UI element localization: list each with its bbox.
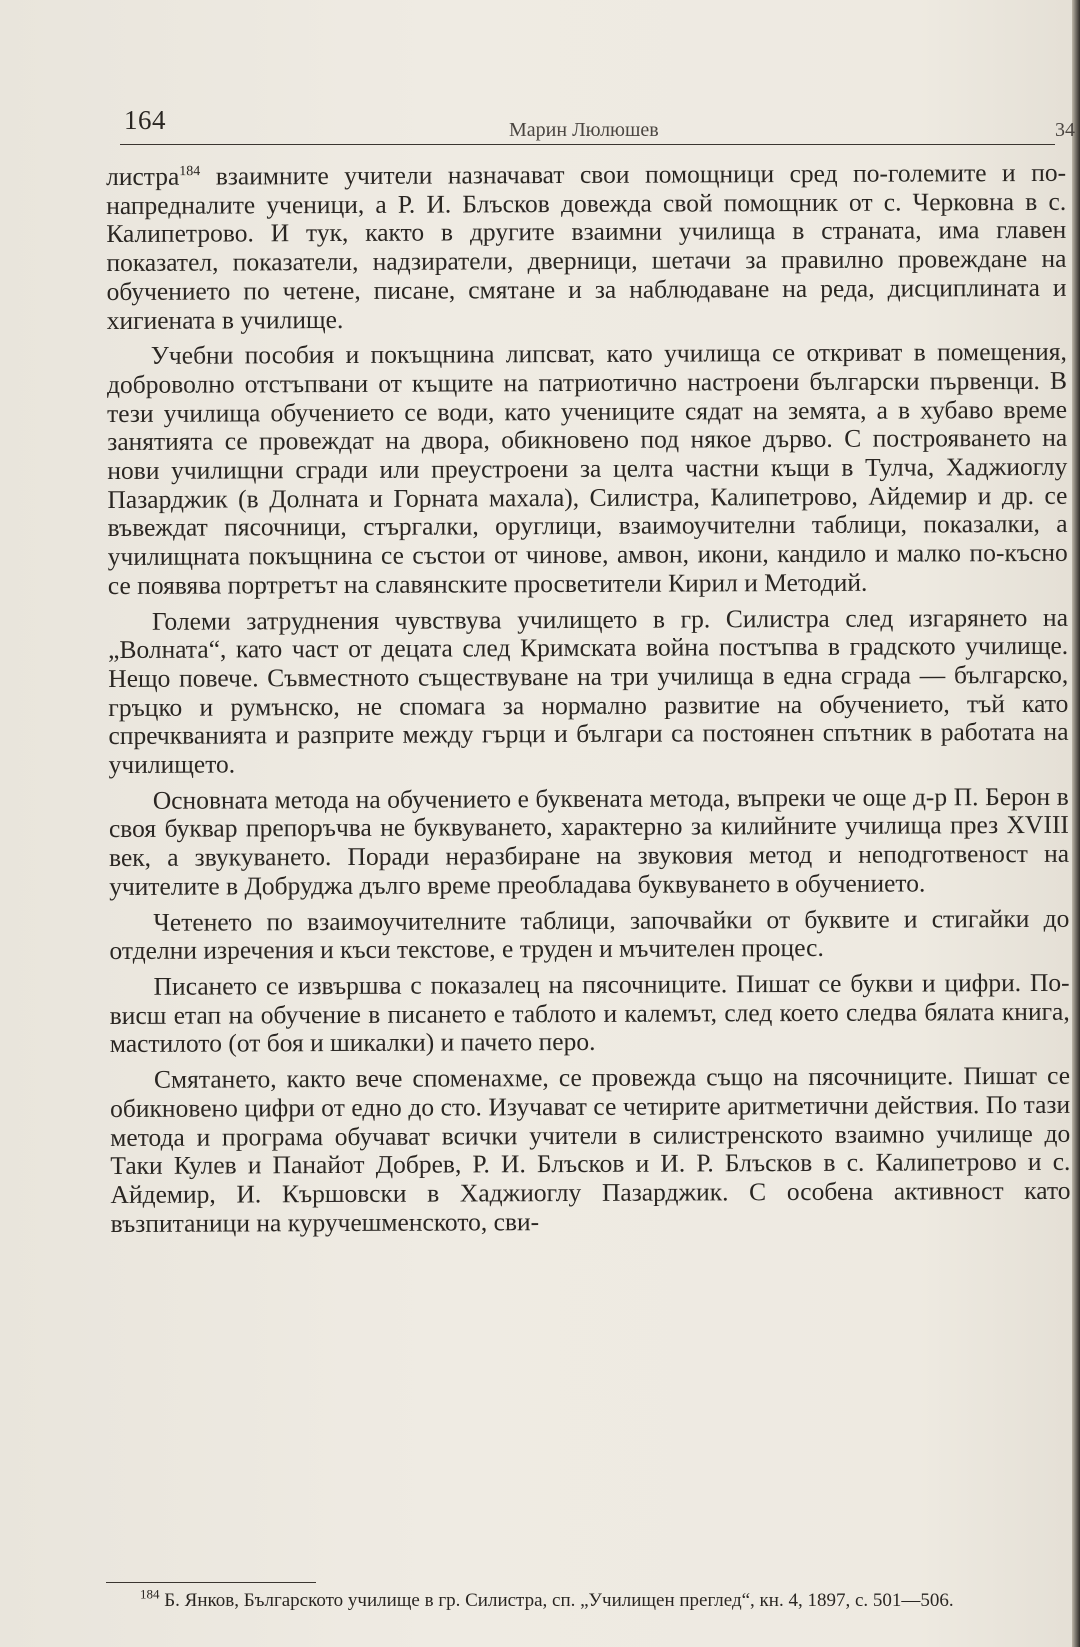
paragraph-1	[106, 159, 1067, 335]
page-number: 164	[124, 105, 166, 135]
header-rule	[120, 144, 1055, 145]
main-text	[106, 159, 1071, 1245]
paragraph-6: Писането се извършва с показалец на пясочниците. Пишат се букви и цифри. По-висш етап на обучение в писането е таблото и калемът, след което следва бялата книга, мастилото (от боя и шикалки) и пачето перо.	[109, 967, 1070, 1059]
paragraph-4: Основната метода на обучението е буквената метода, въпреки че още д-р П. Берон в своя буквар препоръчва не буквуването, характерно за килийните училища през XVIII век, а звукуването. Поради неразбиране на звуковия метод и неподготвеност на учителите в Добруджа дълго време преобладава буквуването в обучението.	[108, 781, 1070, 901]
adjacent-page-number: 34	[1055, 119, 1075, 141]
paragraph-7: Смятането, както вече споменахме, се провежда също на пясочниците. Пишат се обикновено цифри от едно до сто. Изучават се четирите аритметични действия. По тази метода и програма обучават всички учители в силистренското взаимно училище до Таки Кулев и Панайот Добрев, Р. И. Блъсков и И. Р. Блъсков в с. Калипетрово и с. Айдемир, И. Кършовски в Хаджиоглу Пазарджик. С особена активност като възпитаници на куручешменското, сви-	[110, 1060, 1071, 1238]
paragraph-1-lead: листра	[105, 161, 180, 191]
footnote-number: 184	[140, 1586, 160, 1602]
paragraph-2: Учебни пособия и покъщнина липсват, като училища се откриват в помещения, доброволно отстъпвани от къщите на патриотично настроени български първенци. В тези училища обучението се води, като учениците сядат на земята, а в хубаво време занятията се провеждат на двора, обикновено под някое дърво. С построяването на нови училищни сгради или преустроени за целта частни къщи в Тулча, Хаджиоглу Пазарджик (в Долната и Горната махала), Силистра, Калипетрово, Айдемир и др. се въвеждат пясочници, стъргалки, оруглици, взаимоучителни таблици, показалки, а училищната покъщнина се състои от чинове, амвон, икони, кандило и малко по-късно се появява портретът на славянските просветители Кирил и Методий.	[106, 337, 1068, 600]
running-head: Марин Люлюшев	[509, 119, 659, 141]
footnote-reference[interactable]: 184	[179, 164, 201, 180]
footnote	[106, 1586, 1046, 1612]
paragraph-1-text: взаимните учители назначават свои помощници сред по-големите и по-напредналите ученици, а Р. И. Блъсков довежда свой помощник от с. Черковна в с. Калипетрово. И тук, както в другите взаимни училища в страната, има главен показател, показатели, надзиратели, дверници, шетачи за правилно провеждане на обучението по четене, писане, смятане и за наблюдаване на реда, дисциплината и хигиената в училище.	[106, 157, 1067, 335]
page-header	[120, 105, 1075, 149]
paragraph-5: Четенето по взаимоучителните таблици, започвайки от буквите и стигайки до отделни изречения и къси текстове, е труден и мъчителен процес.	[109, 903, 1070, 966]
footnote-text: Б. Янков, Българското училище в гр. Силистра, сп. „Училищен преглед“, кн. 4, 1897, с. 501—506.	[159, 1590, 954, 1611]
footnote-rule	[106, 1582, 316, 1583]
paragraph-3: Големи затруднения чувствува училището в гр. Силистра след изгарянето на „Волната“, като част от децата след Кримската война постъпва в градското училище. Нещо повече. Съвместното съществуване на три училища в една сграда — българско, гръцко и румънско, не спомага за нормално развитие на обучението, тъй като спречкванията и разприте между гърци и българи са постоянен спътник в работата на училището.	[108, 602, 1069, 780]
page-edge-shadow	[1072, 0, 1080, 1647]
